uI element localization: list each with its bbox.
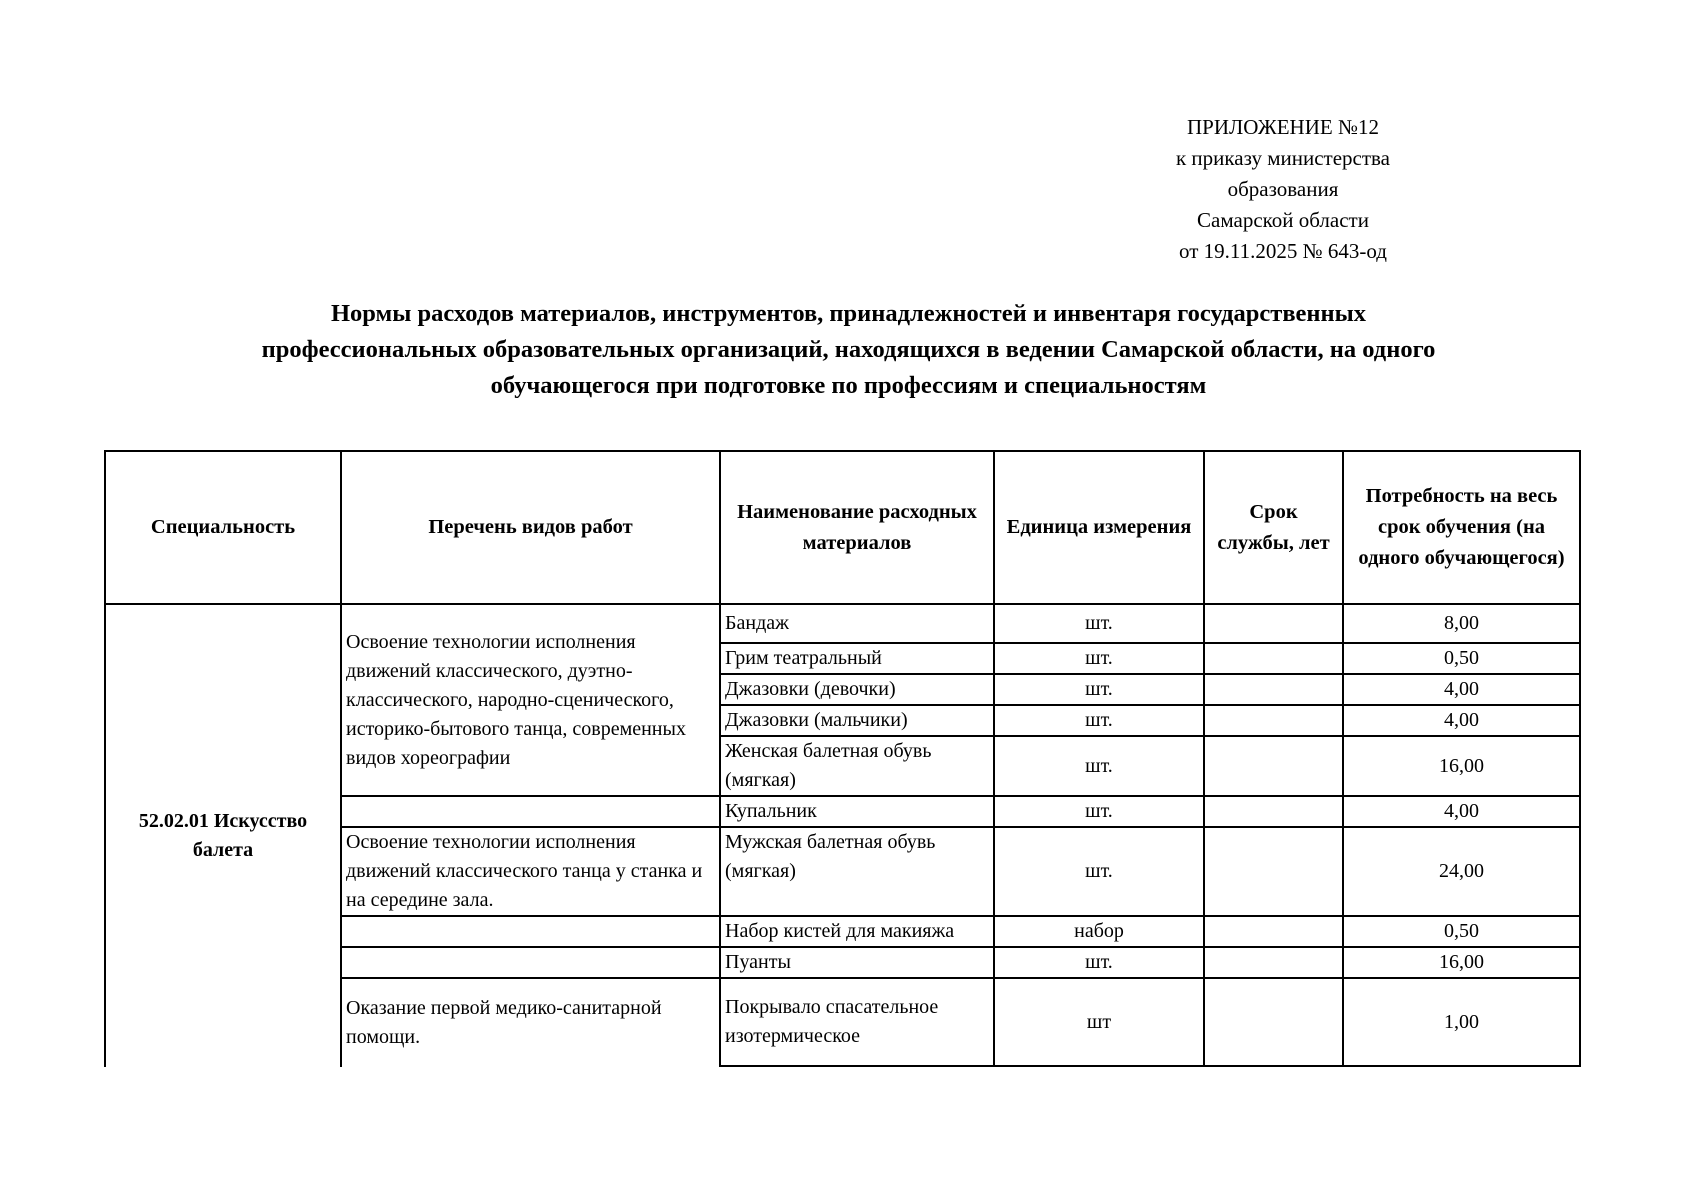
term-cell (1204, 736, 1343, 796)
appendix-line: образования (1227, 177, 1339, 201)
material-cell: Покрывало спасательное изотермическое (720, 978, 994, 1066)
material-cell: Купальник (720, 796, 994, 827)
unit-cell: шт. (994, 827, 1204, 916)
work-type-cell: Освоение технологии исполнения движений классического танца у станка и на середине зала. (341, 827, 720, 916)
material-cell: Джазовки (мальчики) (720, 705, 994, 736)
material-cell: Джазовки (девочки) (720, 674, 994, 705)
term-cell (1204, 827, 1343, 916)
unit-cell: шт. (994, 736, 1204, 796)
header-specialty: Специальность (105, 451, 341, 604)
header-unit: Единица измерения (994, 451, 1204, 604)
title-line: профессиональных образовательных организаций, находящихся в ведении Самарской области, на одного (261, 336, 1436, 363)
material-cell: Пуанты (720, 947, 994, 978)
term-cell (1204, 705, 1343, 736)
work-type-cell-empty (341, 796, 720, 827)
header-need: Потребность на весь срок обучения (на одного обучающегося) (1343, 451, 1580, 604)
term-cell (1204, 978, 1343, 1066)
appendix-line: Самарской области (1197, 208, 1369, 232)
unit-cell: шт. (994, 604, 1204, 643)
term-cell (1204, 604, 1343, 643)
header-work-types: Перечень видов работ (341, 451, 720, 604)
unit-cell: набор (994, 916, 1204, 947)
appendix-line: от 19.11.2025 № 643-од (1179, 239, 1387, 263)
term-cell (1204, 643, 1343, 674)
table-row (105, 604, 1580, 643)
term-cell (1204, 947, 1343, 978)
need-cell: 1,00 (1343, 978, 1580, 1066)
need-cell: 0,50 (1343, 643, 1580, 674)
term-cell (1204, 916, 1343, 947)
need-cell: 4,00 (1343, 796, 1580, 827)
work-type-cell-empty (341, 947, 720, 978)
material-cell: Мужская балетная обувь (мягкая) (720, 827, 994, 916)
need-cell: 4,00 (1343, 674, 1580, 705)
appendix-line: к приказу министерства (1175, 146, 1391, 170)
need-cell: 24,00 (1343, 827, 1580, 916)
need-cell: 8,00 (1343, 604, 1580, 643)
material-cell: Женская балетная обувь (мягкая) (720, 736, 994, 796)
work-type-cell: Освоение технологии исполнения движений классического, дуэтно-классического, народно-сценического, историко-бытового танца, современных видов хореографии (341, 604, 720, 796)
work-type-cell: Оказание первой медико-санитарной помощи. (341, 978, 720, 1067)
need-cell: 4,00 (1343, 705, 1580, 736)
unit-cell: шт. (994, 674, 1204, 705)
title-line: Нормы расходов материалов, инструментов, принадлежностей и инвентаря государственных (330, 300, 1367, 327)
term-cell (1204, 796, 1343, 827)
unit-cell: шт. (994, 705, 1204, 736)
document-title (104, 296, 1593, 404)
specialty-cell: 52.02.01 Искусство балета (105, 604, 341, 1067)
unit-cell: шт. (994, 796, 1204, 827)
continuation-spacer (720, 1066, 1580, 1067)
term-cell (1204, 674, 1343, 705)
need-cell: 16,00 (1343, 736, 1580, 796)
work-type-cell-empty (341, 916, 720, 947)
unit-cell: шт (994, 978, 1204, 1066)
header-term: Срок службы, лет (1204, 451, 1343, 604)
material-cell: Грим театральный (720, 643, 994, 674)
norms-table (104, 450, 1581, 1067)
need-cell: 16,00 (1343, 947, 1580, 978)
need-cell: 0,50 (1343, 916, 1580, 947)
table-header-row (105, 451, 1580, 604)
unit-cell: шт. (994, 947, 1204, 978)
appendix-line: ПРИЛОЖЕНИЕ №12 (1187, 115, 1379, 139)
title-line: обучающегося при подготовке по профессиям и специальностям (490, 372, 1207, 399)
appendix-header (1115, 112, 1451, 267)
header-materials: Наименование расходных материалов (720, 451, 994, 604)
unit-cell: шт. (994, 643, 1204, 674)
material-cell: Набор кистей для макияжа (720, 916, 994, 947)
material-cell: Бандаж (720, 604, 994, 643)
